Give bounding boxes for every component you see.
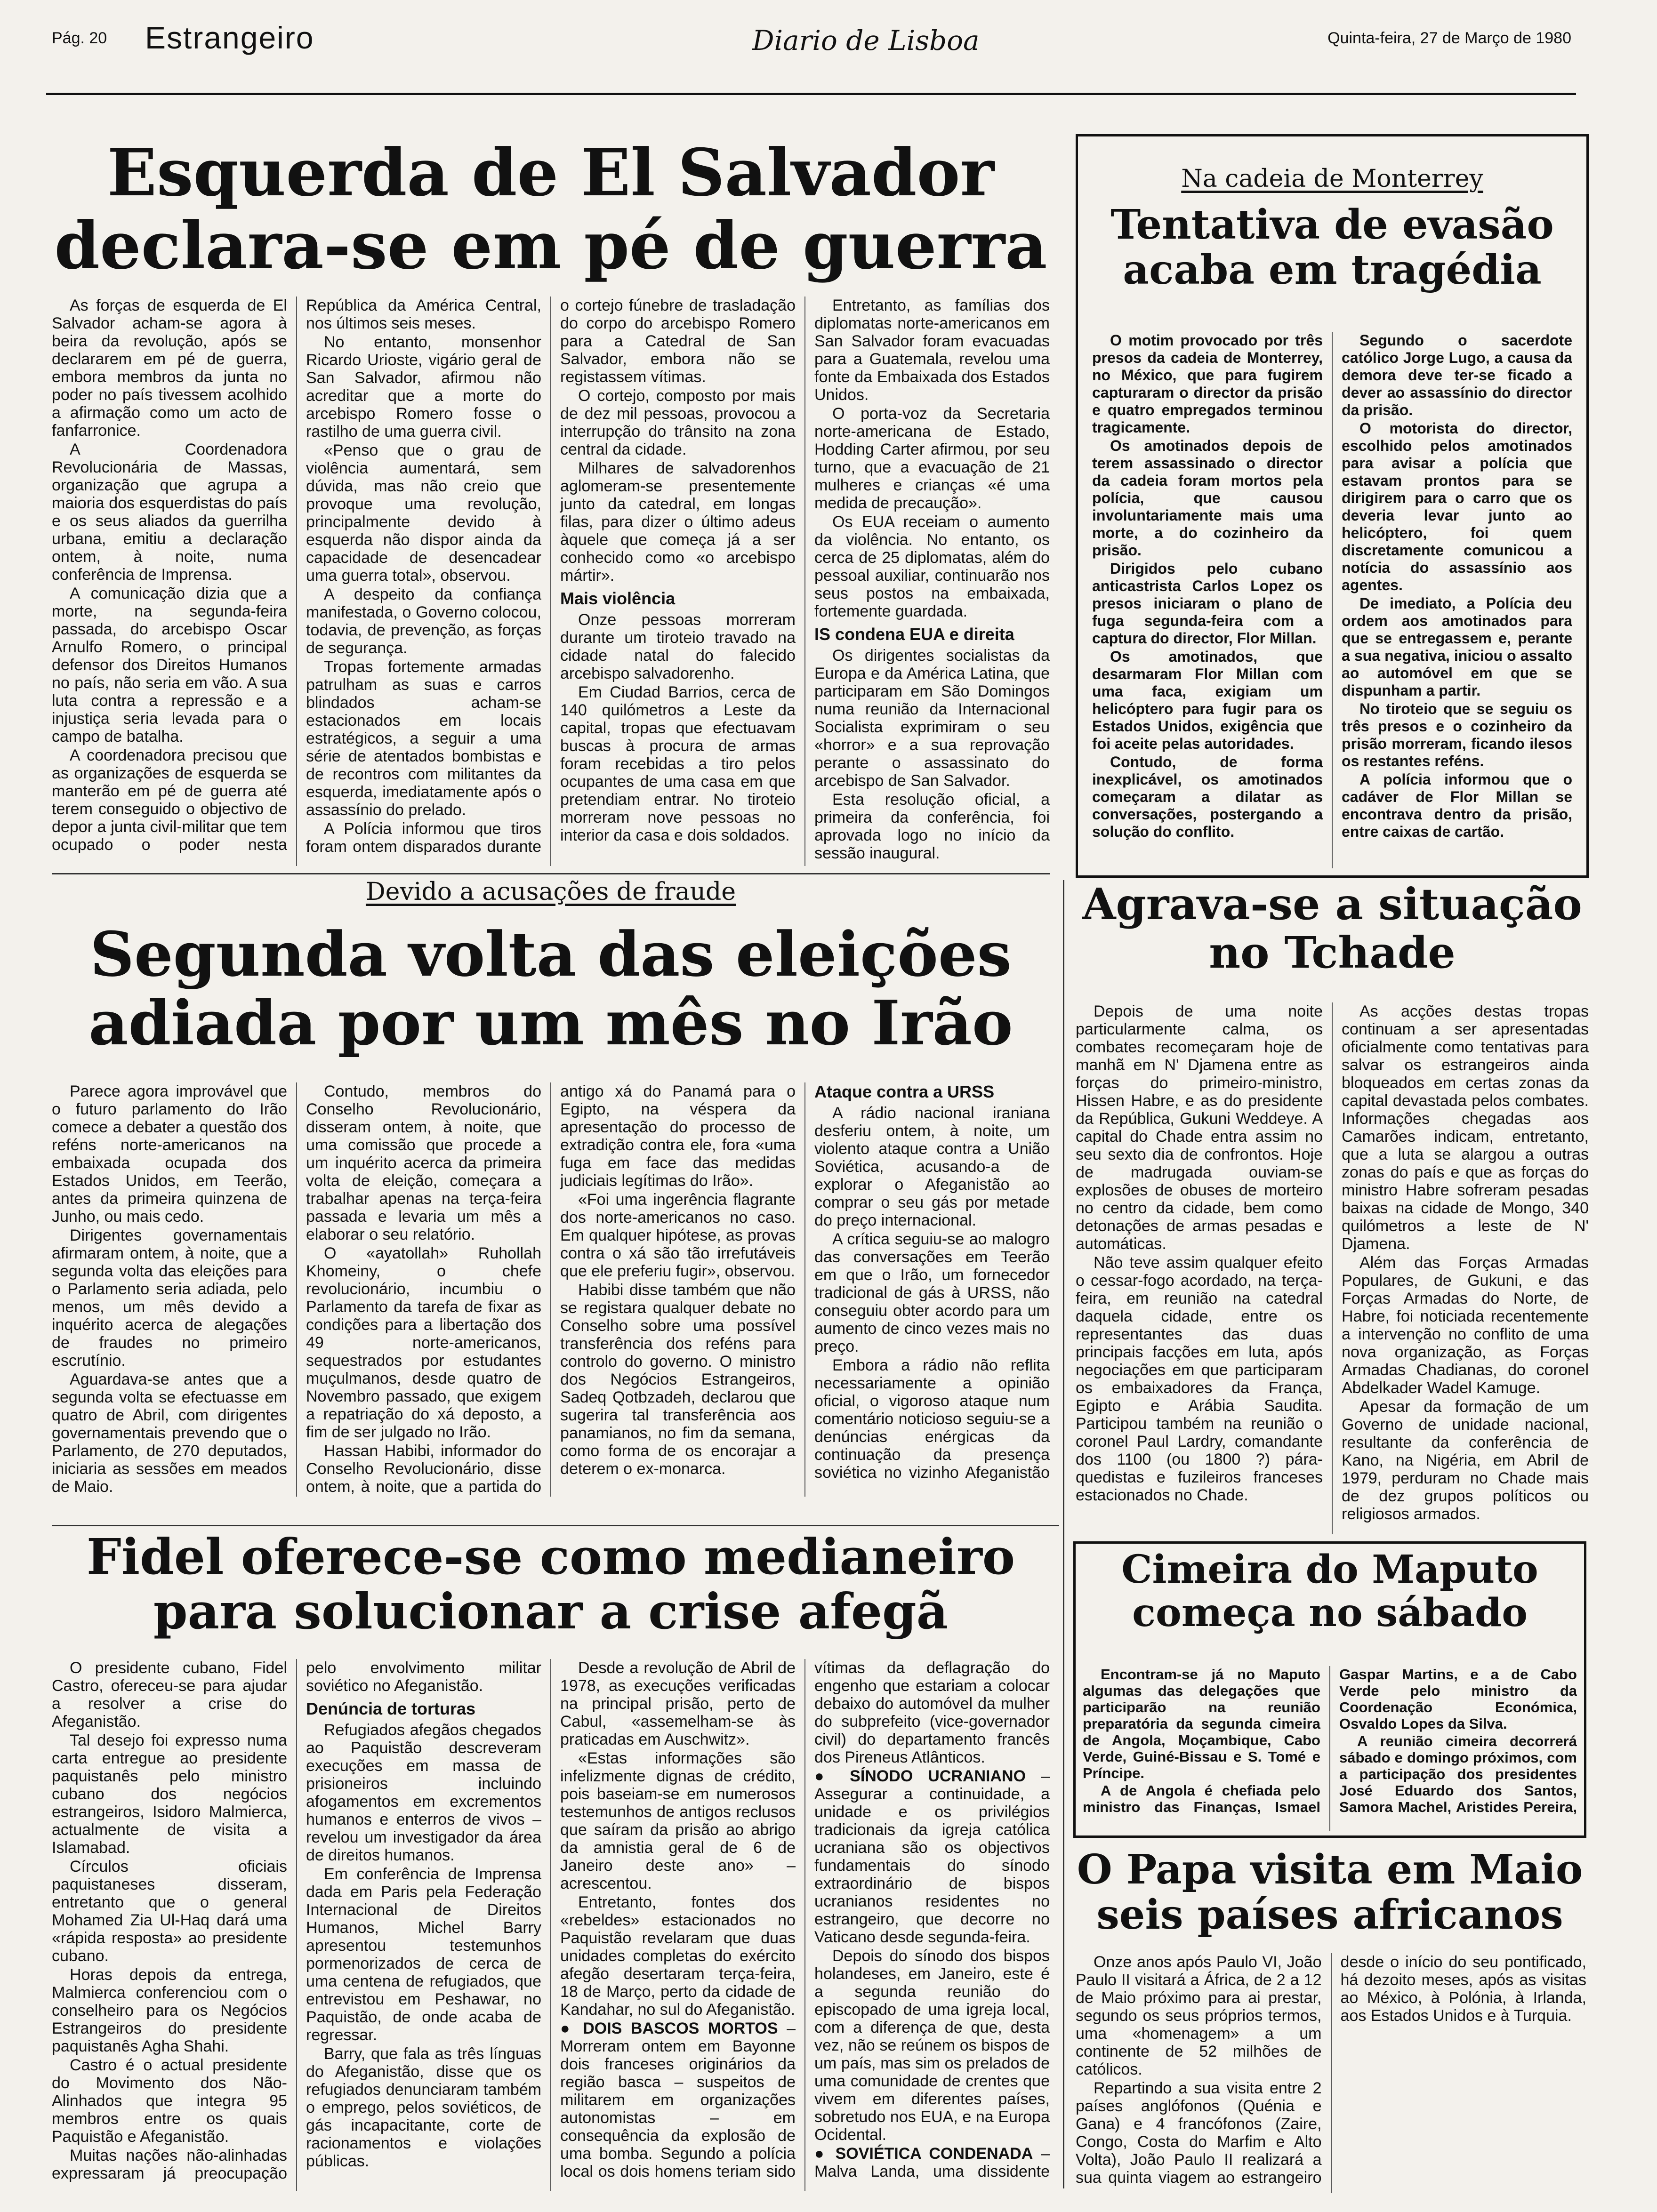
paragraph: Além das Forças Armadas Populares, de Gukuni, e das Forças Armadas do Norte, de Habre, foi noticiada recentemente a intervenção no conflito de uma nova organização, as Forças Armadas Chadianas, do coronel Abdelkader Wadel Kamuge.: [1342, 1254, 1589, 1397]
paragraph: No tiroteio que se seguiu os três presos e o cozinheiro da prisão morreram, ficando ilesos os restantes reféns.: [1342, 700, 1572, 769]
paragraph: Muitas nações não-alinhadas expressaram já preocupação pelo envolvimento militar soviético no Afeganistão.: [52, 1659, 541, 2182]
subheading: Ataque contra a URSS: [814, 1082, 995, 1101]
paragraph: «Estas informações são infelizmente dignas de crédito, pois baseiam-se em numerosos testemunhos de antigos reclusos que saíram da prisão ao abrigo da amnistia geral de 6 de Janeiro deste ano» – acrescentou.: [560, 1749, 796, 1892]
maputo-headline: [1083, 1548, 1577, 1635]
paragraph: Entretanto, as famílias dos diplomatas norte-americanos em San Salvador foram evacuadas para a Guatemala, revelou uma fonte da Embaixada dos Estados Unidos.: [814, 297, 1050, 404]
news-brief: ● SOVIÉTICA CONDENADA – Malva Landa, uma dissidente: [814, 1659, 1050, 2191]
paragraph: Milhares de salvadorenhos aglomeram-se presentemente junto da catedral, em longas filas, para dizer o último adeus àquele que começa já a ser conhecido como «o arcebispo mártir».: [560, 459, 796, 585]
paragraph: O porta-voz da Secretaria norte-americana de Estado, Hodding Carter afirmou, por seu turno, que a evacuação de 21 mulheres e crianças «é uma medida de precaução».: [814, 405, 1050, 512]
paragraph: O presidente cubano, Fidel Castro, ofereceu-se para ajudar a resolver a crise do Afeganistão.: [52, 1659, 287, 1731]
irao-kicker: Devido a acusações de fraude: [365, 878, 736, 906]
text-line: Agrava-se a situação: [1082, 879, 1582, 930]
text-line: Cimeira do Maputo: [1121, 1547, 1538, 1592]
news-brief: ● DOIS BASCOS MORTOS – Morreram ontem em Bayonne dois franceses originários da região basca – suspeitos de militarem em organizações autonomistas – em consequência da explosão de uma bomba. Segundo a polícia local os dois homens teriam sido vítimas da deflagração do engenho que estariam a colocar debaixo do automóvel da mulher do subprefeito (vice-governador civil) do departamento francês dos Pireneus Atlânticos.: [560, 1659, 1050, 2180]
paragraph: A coordenadora precisou que as organizações de esquerda se manterão em pé de guerra até terem conseguido o objectivo de depor a junta civil-militar que tem ocupado o poder nesta República da América Central, nos últimos seis meses.: [52, 297, 541, 854]
paragraph: A de Angola é chefiada pelo ministro das Finanças, Ismael Gaspar Martins, e a de Cabo Verde pelo ministro da Coordenação Económica, Osvaldo Lopes da Silva.: [1083, 1666, 1577, 1815]
fidel-article: [52, 1659, 1050, 2191]
monterrey-kicker: Na cadeia de Monterrey: [1181, 165, 1483, 193]
paragraph: O cortejo, composto por mais de dez mil pessoas, provocou a interrupção do trânsito na zona central da cidade.: [560, 387, 796, 458]
subheading: Mais violência: [560, 589, 676, 608]
issue-date: Quinta-feira, 27 de Março de 1980: [1327, 29, 1571, 47]
column-divider: [1063, 880, 1064, 2188]
fidel-headline: [52, 1530, 1050, 1639]
paragraph: A rádio nacional iraniana desferiu ontem, à noite, um violento ataque contra a União Soviética, acusando-a de explorar o Afeganistão ao comprar o seu gás por metade do preço internacional.: [814, 1104, 1050, 1229]
paragraph: A Coordenadora Revolucionária de Massas, organização que agrupa a maioria dos esquerdistas do país e os seus aliados da guerrilha urbana, emitiu a declaração ontem, à noite, numa conferência de Imprensa.: [52, 441, 287, 584]
divider: [52, 873, 1050, 874]
page-number: Pág. 20: [52, 29, 107, 47]
paragraph: Depois do sínodo dos bispos holandeses, em Janeiro, este é a segunda reunião do episcopado de uma igreja local, com a diferença de que, desta vez, não se reúnem os bispos de um país, mas sim os prelados de uma comunidade de crentes que vivem em diferentes países, sobretudo nos EUA, e na Europa Ocidental.: [814, 1947, 1050, 2144]
paragraph: Encontram-se já no Maputo algumas das delegações que participarão na reunião preparatória da segunda cimeira de Angola, Moçambique, Cabo Verde, Guiné-Bissau e S. Tomé e Príncipe.: [1083, 1666, 1320, 1781]
paragraph: «Penso que o grau de violência aumentará, sem dúvida, mas não creio que provoque uma revolução, principalmente devido à esquerda não dispor ainda da capacidade de desencadear uma guerra total», observou.: [306, 441, 541, 585]
text-line: adiada por um mês no Irão: [88, 986, 1013, 1059]
tchade-article: [1076, 1002, 1589, 1534]
text-line: declara-se em pé de guerra: [54, 207, 1047, 284]
subheading: IS condena EUA e direita: [814, 625, 1014, 644]
paragraph: Os dirigentes socialistas da Europa e da América Latina, que participaram em São Domingos numa reunião da Internacional Socialista exprimiram o seu «horror» e a sua reprovação perante o assassinato do arcebispo de San Salvador.: [814, 647, 1050, 790]
paragraph: Tropas fortemente armadas patrulham as suas e carros blindados acham-se estacionados em locais estratégicos, a seguir a uma série de atentados bombistas e de recontros com militantes da esquerda, imediatamente após o assassínio do prelado.: [306, 658, 541, 819]
text-line: Tentativa de evasão: [1110, 201, 1554, 248]
paragraph: A polícia informou que o cadáver de Flor Millan se encontrava dentro da prisão, entre caixas de cartão.: [1342, 771, 1572, 840]
text-line: Morreram ontem em Bayonne dois franceses originários da região basca – suspeitos de militarem em organizações autonomistas – em consequência da explosão de uma bomba. Segundo a polícia local os dois homens teriam sido vítimas da deflagração do engenho que estariam a colocar debaixo do automóvel da mulher do subprefeito (vice-governador civil) do departamento francês dos Pireneus Atlânticos.: [560, 1659, 1050, 2180]
irao-headline: [52, 920, 1050, 1057]
text-line: para solucionar a crise afegã: [153, 1582, 949, 1641]
masthead: [46, 20, 1576, 95]
papa-headline: [1073, 1847, 1586, 1938]
paragraph: O «ayatollah» Ruhollah Khomeiny, o chefe revolucionário, incumbiu o Parlamento da tarefa de fixar as condições para a libertação dos 49 norte-americanos, sequestrados por estudantes muçulmanos, desde quatro de Novembro passado, que exigem a repatriação do xá deposto, a fim de ser julgado no Irão.: [306, 1244, 541, 1441]
paragraph: Onze pessoas morreram durante um tiroteio travado na cidade natal do falecido arcebispo salvadorenho.: [560, 611, 796, 682]
paragraph: Repartindo a sua visita entre 2 países anglófonos (Quénia e Gana) e 4 francófonos (Zaire, Congo, Costa do Marfim e Alto Volta), João Paulo II realizará a sua quinta viagem ao estrangeiro desde o início do seu pontificado, há dezoito meses, após as visitas ao México, à Polónia, à Irlanda, aos Estados Unidos e à Turquia.: [1076, 1953, 1586, 2187]
paragraph: A reunião cimeira decorrerá sábado e domingo próximos, com a participação dos presidentes José Eduardo dos Santos, Samora Machel, Aristides Pereira,: [1339, 1733, 1577, 1815]
paragraph: Os amotinados depois de terem assassinado o director da cadeia foram mortos pela polícia, que causou involuntariamente mais uma morte, a do cozinheiro da prisão.: [1092, 437, 1323, 559]
paragraph: Dirigidos pelo cubano anticastrista Carlos Lopez os presos iniciaram o plano de fuga segunda-feira com a captura do director, Flor Millan.: [1092, 560, 1323, 647]
paragraph: Os EUA receiam o aumento da violência. No entanto, os cerca de 25 diplomatas, além do pessoal auxiliar, continuarão nos seus postos na embaixada, fortemente guardada.: [814, 513, 1050, 620]
irao-article: [52, 1082, 1050, 1497]
paragraph: Em conferência de Imprensa dada em Paris pela Federação Internacional de Direitos Humanos, Michel Barry apresentou testemunhos pormenorizados de cerca de uma centena de refugiados, que entrevistou em Peshawar, no Paquistão, de onde acaba de regressar.: [306, 1865, 541, 2044]
paragraph: Castro é o actual presidente do Movimento dos Não-Alinhados que integra 95 membros entre os quais Paquistão e Afeganistão.: [52, 2056, 287, 2146]
section-title: Estrangeiro: [145, 20, 314, 55]
paragraph: Em Ciudad Barrios, cerca de 140 quilómetros a Leste da capital, tropas que efectuavam buscas à procura de armas foram recebidas a tiro pelos ocupantes de uma casa em que pretendiam entrar. No tiroteio morreram nove pessoas no interior da casa e dois soldados.: [560, 683, 796, 844]
paragraph: O motim provocado por três presos da cadeia de Monterrey, no México, que para fugirem capturaram o director da prisão e quatro empregados terminou tragicamente.: [1092, 332, 1323, 436]
paragraph: Depois de uma noite particularmente calma, os combates recomeçaram hoje de manhã em N' Djamena entre as forças do primeiro-ministro, Hissen Habre, e as do presidente da República, Gukuni Weddeye. A capital do Chade entra assim no seu sexto dia de confrontos. Hoje de madrugada ouviam-se explosões de obuses de morteiro no centro da cidade, bem como detonações de armas pesadas e automáticas.: [1076, 1002, 1323, 1253]
papa-article: [1076, 1953, 1586, 2193]
text-line: O Papa visita em Maio: [1077, 1846, 1583, 1893]
text-line: Esquerda de El Salvador: [107, 134, 995, 211]
maputo-article: [1083, 1666, 1577, 1831]
monterrey-article: [1092, 332, 1572, 868]
salvador-headline: [52, 136, 1050, 282]
paragraph: A Polícia informou que tiros foram ontem disparados durante o cortejo fúnebre de trasladação do corpo do arcebispo Romero para a Catedral de San Salvador, embora não se registassem vítimas.: [306, 297, 796, 856]
text: SOVIÉTICA CONDENADA: [835, 2145, 1033, 2163]
paragraph: As forças de esquerda de El Salvador acham-se agora à beira da revolução, após se declararem em pé de guerra, embora membros da junta no poder no país tivessem acolhido a afirmação como um acto de fanfarronice.: [52, 297, 287, 440]
paragraph: A despeito da confiança manifestada, o Governo colocou, todavia, de prevenção, as forças de segurança.: [306, 585, 541, 657]
paragraph: Círculos oficiais paquistaneses disseram, entretanto que o general Mohamed Zia Ul-Haq dará uma «rápida resposta» ao presidente cubano.: [52, 1858, 287, 1965]
paragraph: Barry, que fala as três línguas do Afeganistão, disse que os refugiados denunciaram também o emprego, pelos soviéticos, de gás incapacitante, corte de racionamentos e violações públicas.: [306, 2045, 541, 2170]
text-line: começa no sábado: [1132, 1590, 1528, 1635]
paragraph: Hassan Habibi, informador do Conselho Revolucionário, disse ontem, à noite, que a partida do antigo xá do Panamá para o Egipto, na véspera da apresentação do processo de extradição contra ele, fora «uma fuga em face das medidas judiciais legítimas do Irão».: [306, 1082, 796, 1496]
paragraph: Embora a rádio não reflita necessariamente a opinião oficial, o vigoroso ataque num comentário noticioso seguiu-se a denúncias enérgicas da continuação da presença soviética no vizinho Afeganistão: [814, 1356, 1050, 1482]
paragraph: «Foi uma ingerência flagrante dos norte-americanos no caso. Em qualquer hipótese, as provas contra o xá são tão irrefutáveis que ele preferiu fugir», observou.: [560, 1191, 796, 1280]
paragraph: Desde a revolução de Abril de 1978, as execuções verificadas na principal prisão, perto de Cabul, «assemelham-se às praticadas em Auschwitz».: [560, 1659, 796, 1748]
paragraph: Entretanto, fontes dos «rebeldes» estacionados no Paquistão revelaram que duas unidades completas do exército afegão desertaram terça-feira, 18 de Março, perto da cidade de Kandahar, no sul do Afeganistão.: [560, 1893, 796, 2019]
text: DOIS BASCOS MORTOS: [583, 2020, 778, 2037]
text: SÍNODO UCRANIANO: [850, 1767, 1026, 1785]
paragraph: Habibi disse também que não se registara qualquer debate no Conselho sobre uma possível transferência dos reféns para controlo do governo. O ministro dos Negócios Estrangeiros, Sadeq Qotbzadeh, declarou que sugerira tal transferência aos panamianos, no fim da semana, como forma de os encorajar a deterem o ex-monarca.: [560, 1281, 796, 1478]
paragraph: Tal desejo foi expresso numa carta entregue ao presidente paquistanês pelo ministro cubano dos negócios estrangeiros, Isidoro Malmierca, actualmente de visita a Islamabad.: [52, 1731, 287, 1857]
paragraph: Segundo o sacerdote católico Jorge Lugo, a causa da demora deve ter-se ficado a dever ao assassínio do director da prisão.: [1342, 332, 1572, 418]
paragraph: Refugiados afegãos chegados ao Paquistão descreveram execuções em massa de prisioneiros incluindo afogamentos em excrementos humanos e enterros de vivos – revelou um investigador da área de direitos humanos.: [306, 1721, 541, 1864]
paragraph: Parece agora improvável que o futuro parlamento do Irão comece a debater a questão dos reféns norte-americanos na embaixada ocupada dos Estados Unidos, em Teerão, antes da primeira quinzena de Junho, ou mais cedo.: [52, 1082, 287, 1226]
paragraph: Horas depois da entrega, Malmierca conferenciou com o conselheiro para os Negócios Estrangeiros do presidente paquistanês Agha Shahi.: [52, 1966, 287, 2055]
news-brief: ● SÍNODO UCRANIANO – Assegurar a continuidade, a unidade e os privilégios tradicionais da igreja católica ucraniana são os objectivos fundamentais do sínodo extraordinário de bispos ucranianos residentes no estrangeiro, que decorre no Vaticano desde segunda-feira.: [814, 1767, 1050, 1946]
paragraph: Apesar da formação de um Governo de unidade nacional, resultante da conferência de Kano, na Nigéria, em Abril de 1979, perduram no Chade mais de dez grupos políticos ou religiosos armados.: [1342, 1398, 1589, 1523]
text-line: Malva Landa, uma dissidente: [814, 2163, 1050, 2180]
paragraph: Esta resolução oficial, a primeira da conferência, foi aprovada logo no início da sessão inaugural.: [814, 791, 1050, 862]
text-line: Assegurar a continuidade, a unidade e os privilégios tradicionais da igreja católica ucraniana são os objectivos fundamentais do sínodo extraordinário de bispos ucranianos residentes no estrangeiro, que decorre no Vaticano desde segunda-feira.: [814, 1785, 1050, 1946]
text-line: seis países africanos: [1096, 1891, 1563, 1939]
newspaper-name: Diario de Lisboa: [752, 24, 980, 56]
text-line: Segunda volta das eleições: [90, 918, 1012, 990]
subheading: Denúncia de torturas: [306, 1699, 476, 1718]
tchade-headline: [1076, 880, 1589, 977]
paragraph: A comunicação dizia que a morte, na segunda-feira passada, do arcebispo Oscar Arnulfo Romero, o principal defensor dos Direitos Humanos no país, não seria em vão. A sua luta contra a repressão e a injustiça seria levada para o campo de batalha.: [52, 585, 287, 745]
paragraph: Contudo, membros do Conselho Revolucionário, disseram ontem, à noite, que uma comissão que procede a um inquérito acerca da primeira volta de eleição, começara a trabalhar apenas na terça-feira passada e levaria um mês a elaborar o seu relatório.: [306, 1082, 541, 1243]
paragraph: Onze anos após Paulo VI, João Paulo II visitará a África, de 2 a 12 de Maio próximo para ai prestar, segundo os seus próprios termos, uma «homenagem» a um continente de 52 milhões de católicos.: [1076, 1953, 1322, 2078]
paragraph: A crítica seguiu-se ao malogro das conversações em Teerão em que o Irão, um fornecedor tradicional de gás à URSS, não conseguiu obter acordo para um aumento de cinco vezes mais no preço.: [814, 1230, 1050, 1355]
monterrey-headline: [1085, 202, 1579, 293]
paragraph: O motorista do director, escolhido pelos amotinados para avisar a polícia que estavam prontos para se dirigirem para o carro que os deveria levar junto ao helicóptero, foi quem discretamente comunicou a notícia do assassínio aos agentes.: [1342, 420, 1572, 593]
divider: [52, 1525, 1059, 1526]
paragraph: Aguardava-se antes que a segunda volta se efectuasse em quatro de Abril, com dirigentes governamentais prevendo que o Parlamento, de 270 deputados, iniciaria as sessões em meados de Maio.: [52, 1370, 287, 1496]
paragraph: No entanto, monsenhor Ricardo Urioste, vigário geral de San Salvador, afirmou não acreditar que a morte do arcebispo Romero fosse o rastilho de uma guerra civil.: [306, 333, 541, 441]
paragraph: As acções destas tropas continuam a ser apresentadas oficialmente como tentativas para salvar os estrangeiros ainda bloqueados em certas zonas da capital devastada pelos combates. Informações chegadas aos Camarões indicam, entretanto, que a luta se alargou a outras zonas do país e que as forças do ministro Habre sofreram pesadas baixas na cidade de Mongo, 340 quilómetros a leste de N' Djamena.: [1342, 1002, 1589, 1253]
paragraph: Os amotinados, que desarmaram Flor Millan com uma faca, exigiam um helicóptero para fugir para os Estados Unidos, exigência que foi aceite pelas autoridades.: [1092, 648, 1323, 752]
text-line: no Tchade: [1209, 927, 1456, 978]
paragraph: Não teve assim qualquer efeito o cessar-fogo acordado, na terça-feira, em reunião na catedral daquela cidade, entre os representantes das duas principais facções em luta, após negociações em que participaram os embaixadores da França, Egipto e Arábia Saudita. Participou também na reunião o coronel Paul Lardry, comandante dos 1100 (ou 1800 ?) pára-quedistas e fuzileiros franceses estacionados no Chade.: [1076, 1254, 1323, 1504]
salvador-article: [52, 297, 1050, 866]
text-line: Fidel oferece-se como medianeiro: [86, 1528, 1015, 1586]
paragraph: Contudo, de forma inexplicável, os amotinados começaram a dilatar as conversações, postergando a solução do conflito.: [1092, 753, 1323, 840]
text-line: acaba em tragédia: [1123, 246, 1542, 294]
paragraph: Dirigentes governamentais afirmaram ontem, à noite, que a segunda volta das eleições para o Parlamento seria adiada, pelo menos, um mês devido a inquérito acerca de alegações de fraudes no primeiro escrutínio.: [52, 1226, 287, 1370]
paragraph: De imediato, a Polícia deu ordem aos amotinados para que se entregassem e, perante a sua negativa, iniciou o assalto ao automóvel em que se dispunham a partir.: [1342, 595, 1572, 699]
